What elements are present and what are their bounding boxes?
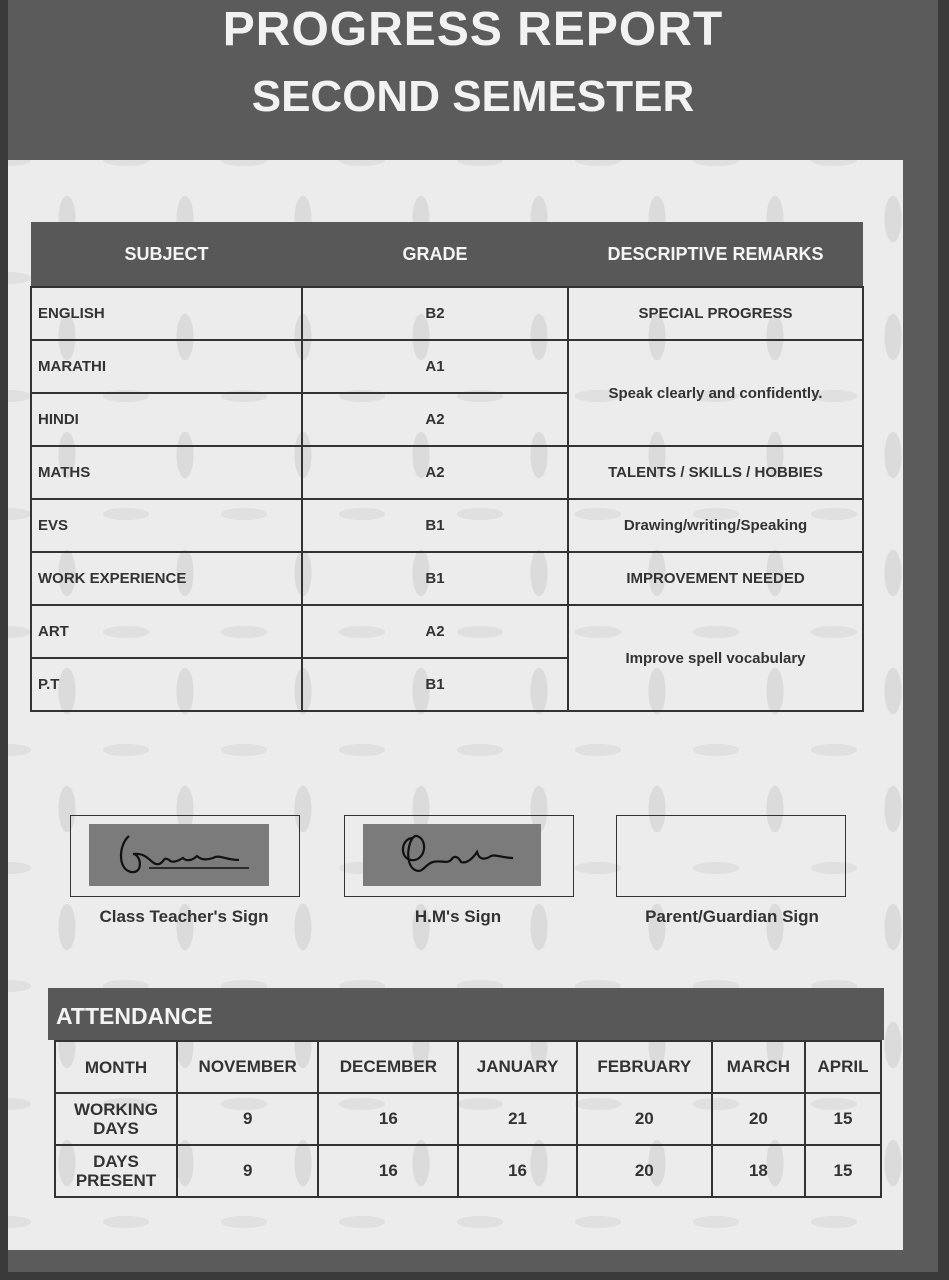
grades-header-row [31,222,863,287]
subject-cell: HINDI [31,393,302,446]
table-row [31,446,863,499]
hm-signature-icon [363,824,541,886]
class-teacher-sign-label: Class Teacher's Sign [99,907,269,926]
grade-cell: A2 [302,446,568,499]
remark-text: Drawing/writing/Speaking [568,499,863,552]
subject-cell: MARATHI [31,340,302,393]
subject-cell: MATHS [31,446,302,499]
hm-signature [363,824,541,886]
subject-cell: WORK EXPERIENCE [31,552,302,605]
attendance-working-row [55,1093,881,1145]
working-days-cell: 15 [805,1093,881,1145]
days-present-cell: 16 [318,1145,458,1197]
grade-cell: B1 [302,658,568,711]
working-days-label: WORKING DAYS [55,1093,177,1145]
report-sheet [8,160,903,1250]
grade-cell: A2 [302,393,568,446]
attendance-present-row [55,1145,881,1197]
report-page [8,0,938,1272]
grades-table [30,222,864,712]
working-days-cell: 21 [458,1093,576,1145]
table-row [31,552,863,605]
grade-cell: B2 [302,287,568,340]
remarks-header: DESCRIPTIVE REMARKS [568,222,863,287]
attendance-table [54,1040,882,1198]
grade-cell: A1 [302,340,568,393]
remark-heading: TALENTS / SKILLS / HOBBIES [568,446,863,499]
month-cell: FEBRUARY [577,1041,712,1093]
remark-text: Improve spell vocabulary [568,605,863,711]
subject-cell: ART [31,605,302,658]
days-present-cell: 16 [458,1145,576,1197]
grade-header: GRADE [302,222,568,287]
remark-heading: IMPROVEMENT NEEDED [568,552,863,605]
days-present-cell: 15 [805,1145,881,1197]
grade-cell: A2 [302,605,568,658]
hm-sign-box [344,815,574,897]
table-row [31,340,863,393]
attendance-title: ATTENDANCE [48,988,884,1040]
table-row [31,287,863,340]
days-present-cell: 18 [712,1145,805,1197]
class-teacher-signature-icon [89,824,269,886]
remark-heading: SPECIAL PROGRESS [568,287,863,340]
parent-sign-box [616,815,846,897]
working-days-cell: 20 [577,1093,712,1145]
subject-cell: ENGLISH [31,287,302,340]
attendance-month-row [55,1041,881,1093]
month-label: MONTH [55,1041,177,1093]
month-cell: APRIL [805,1041,881,1093]
days-present-label: DAYS PRESENT [55,1145,177,1197]
class-teacher-sign-box [70,815,300,897]
parent-sign-label: Parent/Guardian Sign [645,907,819,926]
days-present-cell: 20 [577,1145,712,1197]
month-cell: MARCH [712,1041,805,1093]
table-row [31,605,863,658]
hm-sign-label: H.M's Sign [414,907,502,926]
report-subtitle: SECOND SEMESTER [251,72,695,121]
month-cell: DECEMBER [318,1041,458,1093]
subject-cell: EVS [31,499,302,552]
month-cell: NOVEMBER [177,1041,318,1093]
subject-header: SUBJECT [31,222,302,287]
signature-section [68,815,848,935]
month-cell: JANUARY [458,1041,576,1093]
working-days-cell: 9 [177,1093,318,1145]
report-header [8,0,938,165]
working-days-cell: 20 [712,1093,805,1145]
subject-cell: P.T [31,658,302,711]
days-present-cell: 9 [177,1145,318,1197]
class-teacher-signature [89,824,269,886]
grade-cell: B1 [302,499,568,552]
grade-cell: B1 [302,552,568,605]
table-row [31,499,863,552]
report-title: PROGRESS REPORT [222,3,724,56]
remark-text: Speak clearly and confidently. [568,340,863,446]
working-days-cell: 16 [318,1093,458,1145]
